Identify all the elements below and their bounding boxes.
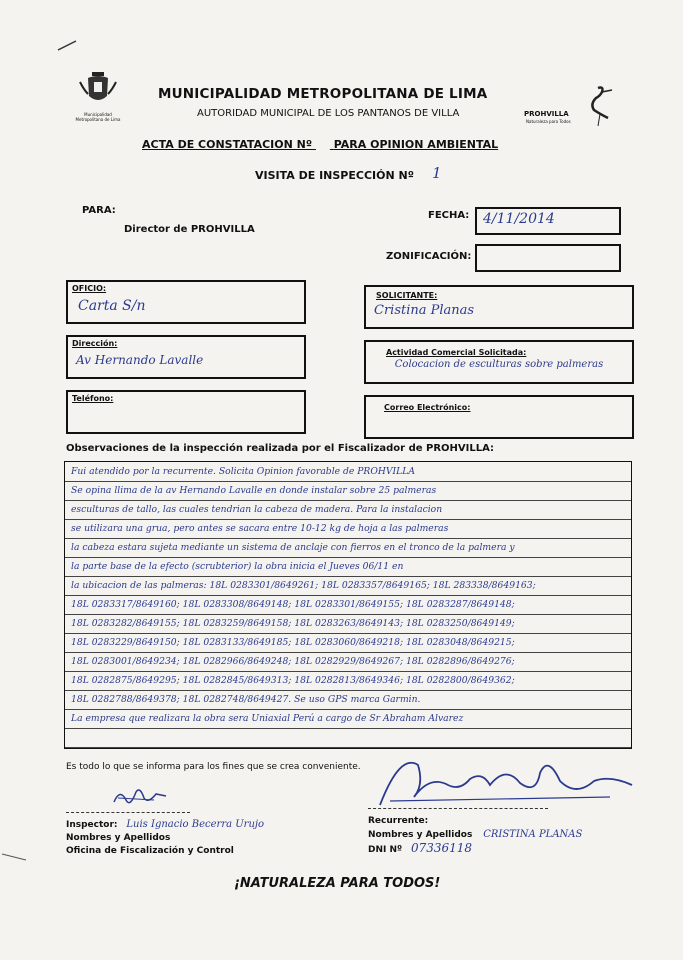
zonificacion-field[interactable] (475, 244, 621, 272)
pen-mark-left (0, 852, 30, 862)
acta-title-text: ACTA DE CONSTATACION Nº (142, 138, 313, 151)
recurrente-name-row (368, 828, 628, 842)
oficio-label: OFICIO: (72, 284, 107, 293)
direccion-value: Av Hernando Lavalle (76, 353, 204, 367)
observacion-line (65, 614, 631, 634)
observacion-text: Se opina llima de la av Hernando Lavalle en donde instalar sobre 25 palmeras (71, 485, 437, 496)
observacion-line (65, 652, 631, 672)
recurrente-dni-label: DNI Nº (368, 845, 403, 855)
inspector-signature-line (66, 812, 190, 813)
observacion-text: 18L 0283282/8649155; 18L 0283259/8649158; 18L 0283263/8649143; 18L 0283250/8649149; (71, 618, 515, 629)
direccion-field[interactable] (66, 335, 306, 379)
inspector-oficina-label: Oficina de Fiscalización y Control (66, 846, 234, 856)
correo-field[interactable] (364, 395, 634, 439)
observaciones-heading: Observaciones de la inspección realizada por el Fiscalizador de PROHVILLA: (66, 443, 495, 454)
recurrente-signature (370, 745, 650, 815)
observacion-text: la ubicacion de las palmeras: 18L 0283301/8649261; 18L 0283357/8649165; 18L 283338/8649163; (71, 580, 536, 591)
coat-of-arms-icon (70, 68, 126, 108)
fecha-field[interactable] (475, 207, 621, 235)
observacion-line (65, 538, 631, 558)
para-label: PARA: (82, 205, 116, 216)
telefono-label: Teléfono: (72, 394, 114, 403)
para-value: Director de PROHVILLA (124, 224, 255, 235)
observacion-line (65, 595, 631, 615)
oficio-field[interactable] (66, 280, 306, 324)
observacion-text: se utilizara una grua, pero antes se sacara entre 10-12 kg de hoja a las palmeras (71, 523, 449, 534)
solicitante-field[interactable] (364, 285, 634, 329)
recurrente-dni: 07336118 (410, 841, 473, 855)
org-subtitle: AUTORIDAD MUNICIPAL DE LOS PANTANOS DE VILLA (197, 108, 460, 119)
observacion-text: 18L 0282788/8649378; 18L 0282748/8649427. Se uso GPS marca Garmin. (71, 694, 421, 705)
heron-icon (578, 84, 618, 128)
inspector-row (66, 818, 264, 832)
inspector-label: Inspector: (66, 820, 118, 830)
org-title: MUNICIPALIDAD METROPOLITANA DE LIMA (158, 86, 488, 102)
inspector-block (66, 818, 264, 858)
correo-label: Correo Electrónico: (384, 403, 471, 412)
fecha-label: FECHA: (428, 210, 470, 221)
observaciones-box[interactable] (64, 461, 632, 749)
observacion-line (65, 671, 631, 691)
closing-text: Es todo lo que se informa para los fines que se crea conveniente. (66, 762, 361, 772)
inspector-nombres-label: Nombres y Apellidos (66, 833, 171, 843)
logo-caption: Municipalidad Metropolitana de Lima (75, 112, 121, 122)
recurrente-label: Recurrente: (368, 816, 429, 826)
inspector-signature (110, 782, 170, 810)
observacion-line (65, 633, 631, 653)
actividad-value: Colocacion de esculturas sobre palmeras (394, 359, 604, 370)
actividad-label: Actividad Comercial Solicitada: (386, 348, 527, 357)
recurrente-nombres-label: Nombres y Apellidos (368, 830, 473, 840)
solicitante-label: SOLICITANTE: (376, 291, 438, 300)
observacion-text: esculturas de tallo, las cuales tendrian la cabeza de madera. Para la instalacion (71, 504, 443, 515)
observacion-line (65, 500, 631, 520)
observacion-text: La empresa que realizara la obra sera Uniaxial Perú a cargo de Sr Abraham Alvarez (71, 713, 464, 724)
telefono-field[interactable] (66, 390, 306, 434)
zonificacion-label: ZONIFICACIÓN: (386, 251, 472, 262)
visita-number: 1 (432, 164, 442, 182)
observacion-line (65, 519, 631, 539)
recurrente-dni-row (368, 842, 628, 857)
pen-mark (56, 38, 80, 52)
prohvilla-logo (522, 84, 622, 130)
solicitante-value: Cristina Planas (374, 303, 475, 318)
observacion-line (65, 481, 631, 501)
observacion-line (65, 576, 631, 596)
observacion-line (65, 709, 631, 729)
fecha-value: 4/11/2014 (483, 211, 555, 227)
oficio-value: Carta S/n (78, 298, 146, 314)
observacion-line (65, 690, 631, 710)
visita-label: VISITA DE INSPECCIÓN Nº (255, 169, 414, 182)
prohvilla-name: PROHVILLA (524, 110, 569, 118)
observacion-text: Fui atendido por la recurrente. Solicita Opinion favorable de PROHVILLA (71, 466, 415, 477)
observacion-text: 18L 0283001/8649234; 18L 0282966/8649248; 18L 0282929/8649267; 18L 0282896/8649276; (71, 656, 515, 667)
inspector-name: Luis Ignacio Becerra Urujo (126, 819, 265, 830)
municipal-logo (70, 68, 126, 122)
recurrente-block (368, 815, 628, 857)
observacion-text: 18L 0282875/8649295; 18L 0282845/8649313; 18L 0282813/8649346; 18L 0282800/8649362; (71, 675, 515, 686)
recurrente-signature-line (368, 808, 548, 809)
observacion-text: 18L 0283317/8649160; 18L 0283308/8649148; 18L 0283301/8649155; 18L 0283287/8649148; (71, 599, 515, 610)
footer-slogan: ¡NATURALEZA PARA TODOS! (234, 876, 441, 891)
direccion-label: Dirección: (72, 339, 118, 348)
observacion-text: la parte base de la efecto (scrubterior) la obra inicia el Jueves 06/11 en (71, 561, 404, 572)
prohvilla-tagline: Naturaleza para Todos (526, 119, 571, 124)
recurrente-name: CRISTINA PLANAS (483, 829, 583, 840)
actividad-field[interactable] (364, 340, 634, 384)
acta-title (142, 138, 498, 151)
acta-suffix: PARA OPINION AMBIENTAL (333, 138, 499, 151)
observacion-line (65, 462, 631, 482)
observacion-text: 18L 0283229/8649150; 18L 0283133/8649185; 18L 0283060/8649218; 18L 0283048/8649215; (71, 637, 515, 648)
observacion-line (65, 557, 631, 577)
observacion-text: la cabeza estara sujeta mediante un sistema de anclaje con fierros en el tronco de la palmera y (71, 542, 515, 553)
